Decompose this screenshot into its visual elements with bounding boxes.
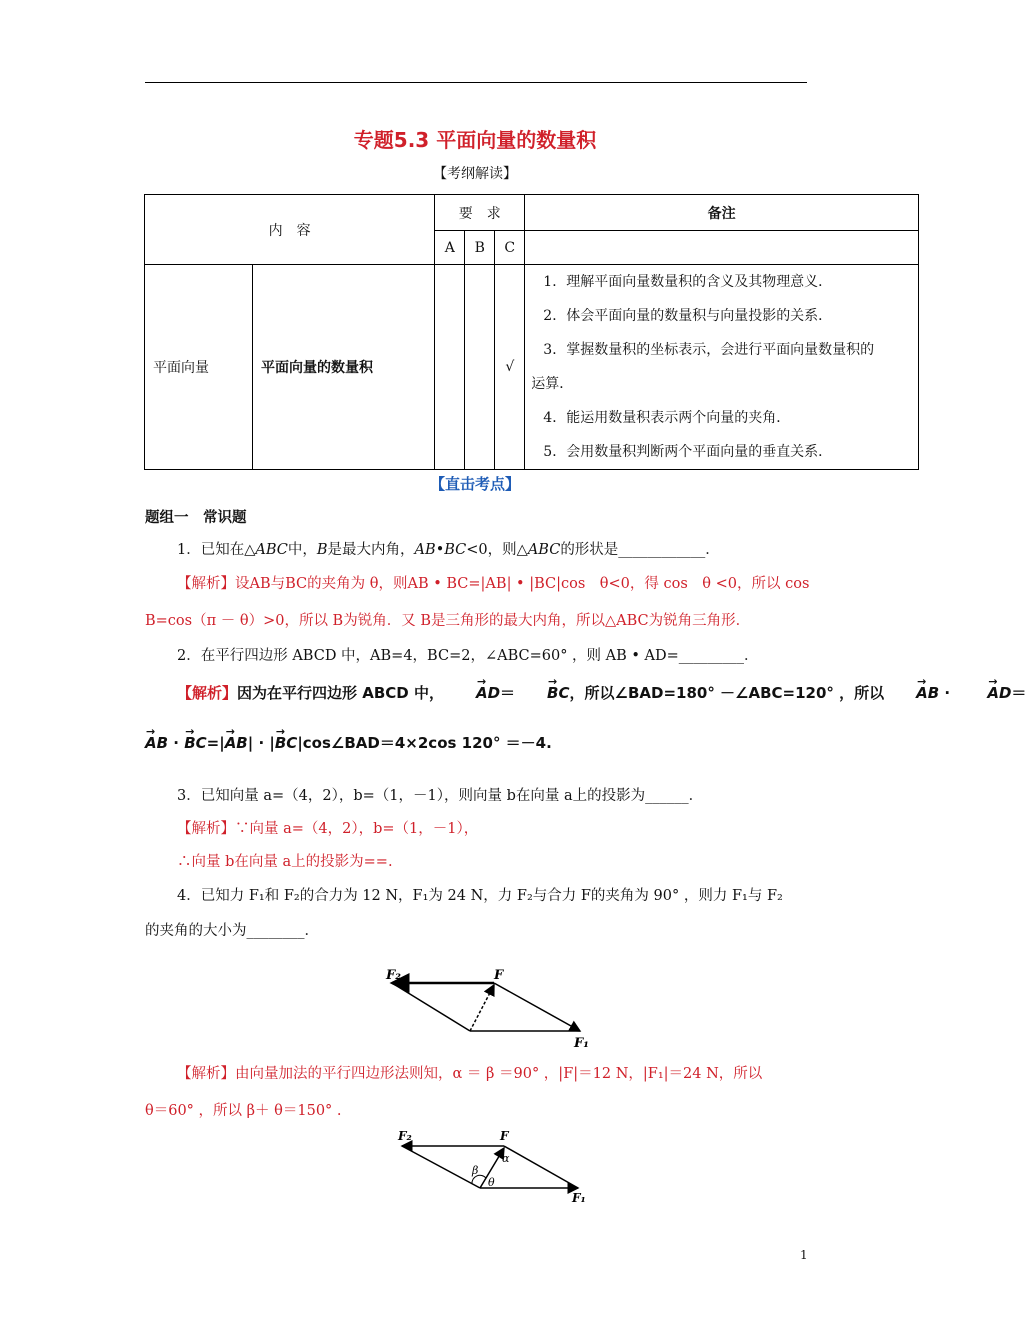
section-heading: 【直击考点】: [429, 475, 520, 493]
header-rule: [145, 82, 807, 83]
answer-1: 【解析】设AB与BC的夹角为 θ，则AB • BC=|AB| • |BC|cos θ<0，得 cos θ <0，所以 cos: [177, 576, 810, 592]
notes-cell: [525, 265, 919, 470]
note-2: 2．体会平面向量的数量积与向量投影的关系．: [543, 308, 833, 324]
syllabus-table: [144, 194, 919, 470]
note-3b: 运算．: [531, 376, 574, 392]
note-5: 5．会用数量积判断两个平面向量的垂直关系．: [543, 444, 833, 460]
answer-3: 【解析】∵向量 a=（4，2），b=（1，－1），: [177, 821, 479, 837]
note-3: 3．掌握数量积的坐标表示，会进行平面向量数量积的: [543, 342, 875, 358]
syllabus-heading: 【考纲解读】: [433, 166, 517, 182]
label-f2: F₂: [386, 968, 401, 983]
label-alpha: α: [502, 1152, 510, 1165]
note-4: 4．能运用数量积表示两个向量的夹角．: [543, 410, 791, 426]
label-beta: β: [472, 1164, 479, 1177]
requirement-header: 要 求: [435, 195, 525, 231]
answer-2-cont: → AB · → BC=|→ AB| · |→ BC|cos∠BAD＝4×2cos 120° ＝－4.: [145, 733, 810, 753]
label-theta: θ: [488, 1176, 495, 1189]
answer-4-cont: θ＝60° ，所以 β＋ θ＝150° .: [145, 1103, 342, 1119]
group-heading: 题组一 常识题: [145, 510, 247, 526]
level-a: A: [435, 231, 465, 265]
row-category: 平面向量: [145, 265, 253, 470]
answer-3-cont: ∴向量 b在向量 a上的投影为==.: [177, 854, 393, 870]
question-4: 4．已知力 F₁和 F₂的合力为 12 N，F₁为 24 N，力 F₂与合力 F的夹角为 90° ，则力 F₁与 F₂: [177, 888, 783, 904]
question-3: 3．已知向量 a=（4，2），b=（1，－1），则向量 b在向量 a上的投影为______．: [177, 788, 704, 804]
row-item: 平面向量的数量积: [253, 265, 435, 470]
label-f1: F₁: [574, 1036, 589, 1051]
side-line: [392, 983, 470, 1031]
page-title: 专题5.3 平面向量的数量积: [353, 128, 597, 152]
page-number: 1: [800, 1248, 808, 1262]
check-mark: √: [495, 265, 525, 470]
content-header: 内 容: [145, 195, 435, 265]
label-f: F: [494, 968, 504, 983]
question-2: 2．在平行四边形 ABCD 中，AB=4，BC=2，∠ABC=60° ，则 AB • AD=_________．: [177, 648, 759, 664]
label-f1: F₁: [572, 1191, 586, 1205]
vector-f: [470, 985, 494, 1031]
level-b: B: [465, 231, 495, 265]
question-4-cont: 的夹角的大小为________．: [145, 923, 319, 939]
level-c: C: [495, 231, 525, 265]
label-f2: F₂: [398, 1129, 412, 1143]
side-line-2: [504, 1146, 578, 1188]
answer-1-cont: B=cos（π － θ）>0，所以 B为锐角．又 B是三角形的最大内角，所以△ABC为锐角三角形．: [145, 613, 751, 629]
force-diagram-2: [392, 1126, 592, 1206]
question-1: 1．已知在△ABC中，B是最大内角，AB•BC<0，则△ABC的形状是____________．: [177, 542, 720, 558]
vector-f1: [494, 983, 580, 1031]
answer-4: 【解析】由向量加法的平行四边形法则知，α ＝ β ＝90° ，|F|＝12 N，|F₁|＝24 N，所以: [177, 1066, 763, 1082]
note-header: 备注: [525, 195, 919, 231]
note-1: 1．理解平面向量数量积的含义及其物理意义．: [543, 274, 833, 290]
side-line: [402, 1146, 480, 1188]
label-f: F: [500, 1129, 509, 1143]
answer-2: 【解析】因为在平行四边形 ABCD 中，→ AD＝→ BC，所以∠BAD=180° －∠ABC=120° ，所以→ AB · → AD＝: [145, 683, 810, 703]
force-diagram-1: [380, 965, 600, 1050]
